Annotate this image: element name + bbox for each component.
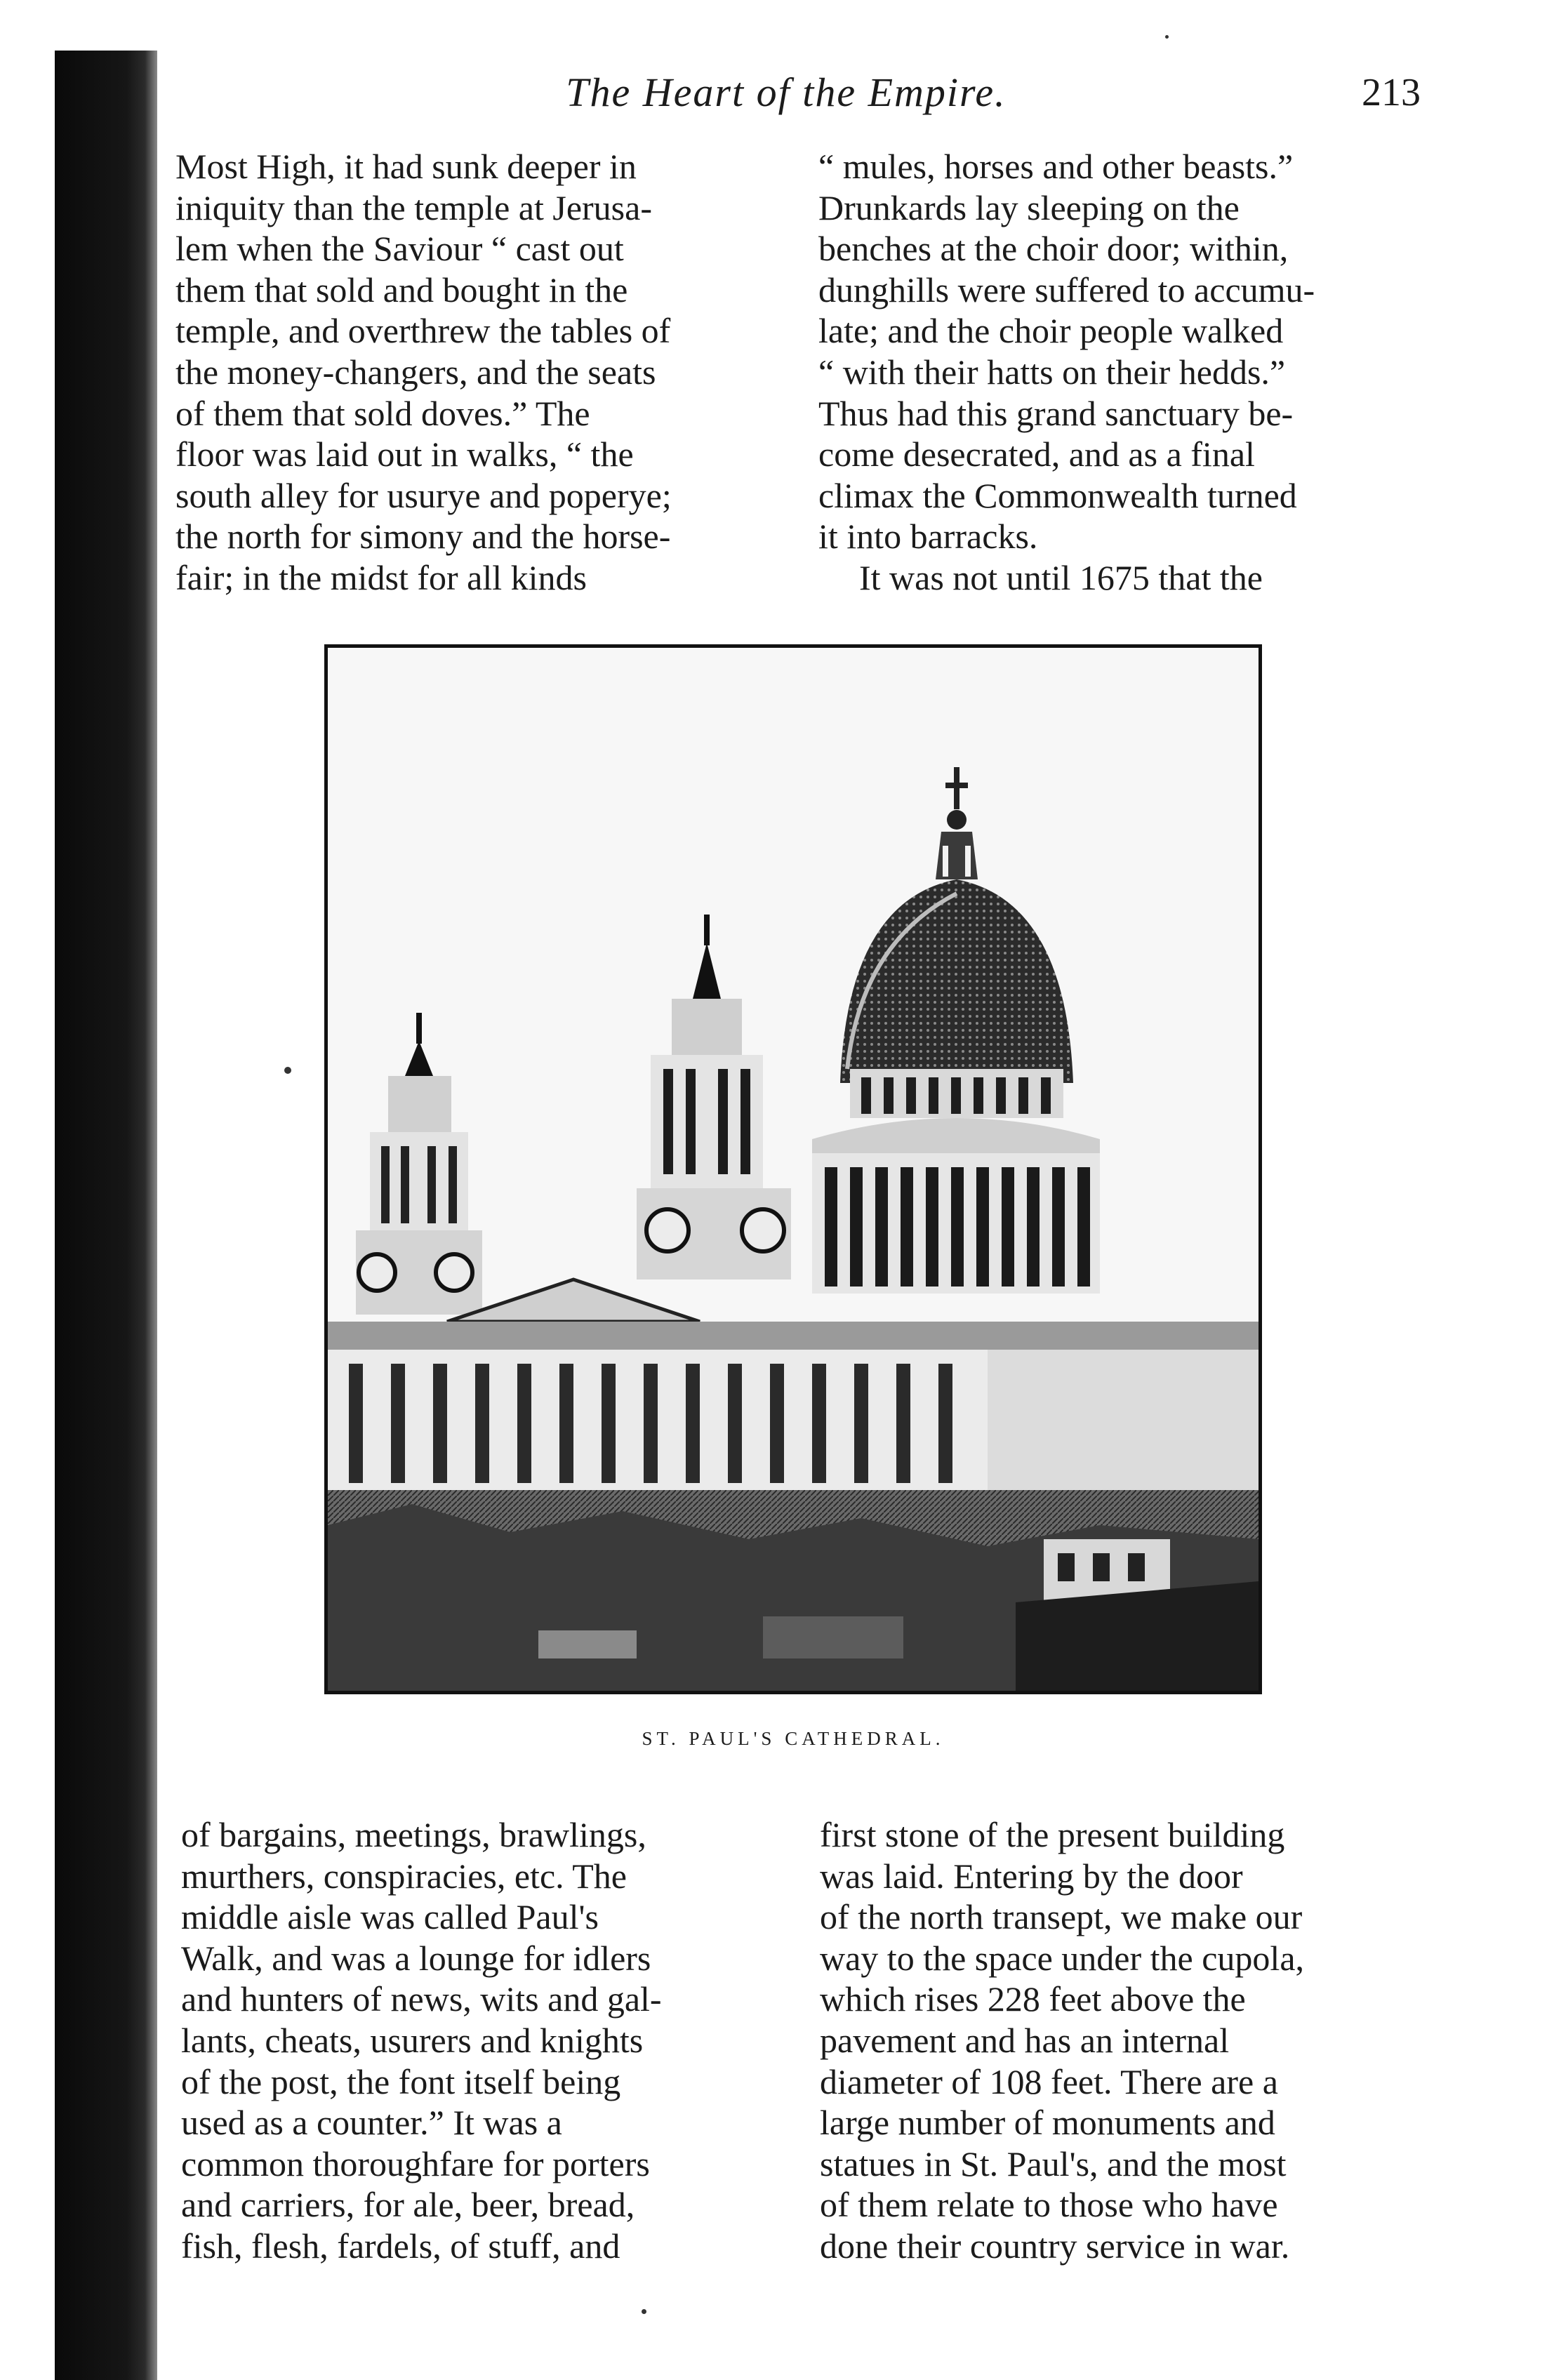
text-line: common thoroughfare for porters	[181, 2143, 650, 2183]
text-line: lem when the Saviour “ cast out	[175, 229, 624, 269]
text-line: large number of monuments and	[820, 2103, 1275, 2143]
text-line: which rises 228 feet above the	[820, 1979, 1246, 2019]
figure-caption: ST. PAUL'S CATHEDRAL.	[642, 1728, 945, 1749]
text-line: fair; in the midst for all kinds	[175, 557, 587, 597]
page-header	[0, 65, 1554, 121]
text-line: late; and the choir people walked	[818, 311, 1284, 351]
text-line: the north for simony and the horse-	[175, 517, 671, 557]
column-top-right	[818, 146, 1422, 599]
text-line: statues in St. Paul's, and the most	[820, 2143, 1287, 2183]
book-spine-shadow	[55, 51, 157, 2380]
text-line: first stone of the present building	[820, 1815, 1285, 1854]
text-line: of them that sold doves.” The	[175, 393, 590, 433]
text-line: murthers, conspiracies, etc. The	[181, 1856, 627, 1896]
text-line: temple, and overthrew the tables of	[175, 311, 671, 351]
text-line: Thus had this grand sanctuary be-	[818, 393, 1294, 433]
text-line: pavement and has an internal	[820, 2020, 1230, 2060]
text-line: of the post, the font itself being	[181, 2061, 621, 2101]
column-top-left	[175, 146, 766, 599]
page-number: 213	[1362, 71, 1421, 114]
running-title: The Heart of the Empire.	[566, 69, 1007, 115]
text-line: and carriers, for ale, beer, bread,	[181, 2185, 635, 2225]
text-line: them that sold and bought in the	[175, 270, 628, 310]
text-line: south alley for usurye and poperye;	[175, 475, 672, 515]
column-bottom-left	[181, 1814, 772, 2267]
text-line: middle aisle was called Paul's	[181, 1897, 599, 1937]
text-line: diameter of 108 feet. There are a	[820, 2061, 1278, 2101]
text-line: “ with their hatts on their hedds.”	[818, 352, 1286, 392]
column-bottom-right	[820, 1814, 1423, 2267]
text-line: come desecrated, and as a final	[818, 434, 1255, 474]
text-line: of the north transept, we make our	[820, 1897, 1303, 1937]
print-speck	[642, 2309, 646, 2314]
text-line: of them relate to those who have	[820, 2185, 1278, 2225]
text-line: dunghills were suffered to accumu-	[818, 270, 1315, 310]
paragraph-start-line: It was not until 1675 that the	[859, 557, 1263, 597]
text-line: done their country service in war.	[820, 2226, 1290, 2266]
text-line: lants, cheats, usurers and knights	[181, 2020, 644, 2060]
text-line: Walk, and was a lounge for idlers	[181, 1938, 651, 1978]
cathedral-illustration	[324, 644, 1262, 1694]
text-line: it into barracks.	[818, 517, 1038, 557]
text-line: the money-changers, and the seats	[175, 352, 656, 392]
text-line: climax the Commonwealth turned	[818, 475, 1297, 515]
text-line: used as a counter.” It was a	[181, 2103, 562, 2143]
print-speck	[284, 1067, 291, 1074]
print-speck	[1165, 35, 1169, 39]
st-pauls-cathedral-drawing	[328, 648, 1259, 1691]
text-line: fish, flesh, fardels, of stuff, and	[181, 2226, 620, 2266]
text-line: way to the space under the cupola,	[820, 1938, 1305, 1978]
text-line: Most High, it had sunk deeper in	[175, 147, 637, 186]
text-line: benches at the choir door; within,	[818, 229, 1289, 269]
text-line: and hunters of news, wits and gal-	[181, 1979, 662, 2019]
text-line: “ mules, horses and other beasts.”	[818, 147, 1294, 186]
text-line: Drunkards lay sleeping on the	[818, 187, 1240, 227]
text-line: floor was laid out in walks, “ the	[175, 434, 634, 474]
text-line: was laid. Entering by the door	[820, 1856, 1243, 1896]
text-line: iniquity than the temple at Jerusa-	[175, 187, 652, 227]
text-line: of bargains, meetings, brawlings,	[181, 1815, 646, 1854]
